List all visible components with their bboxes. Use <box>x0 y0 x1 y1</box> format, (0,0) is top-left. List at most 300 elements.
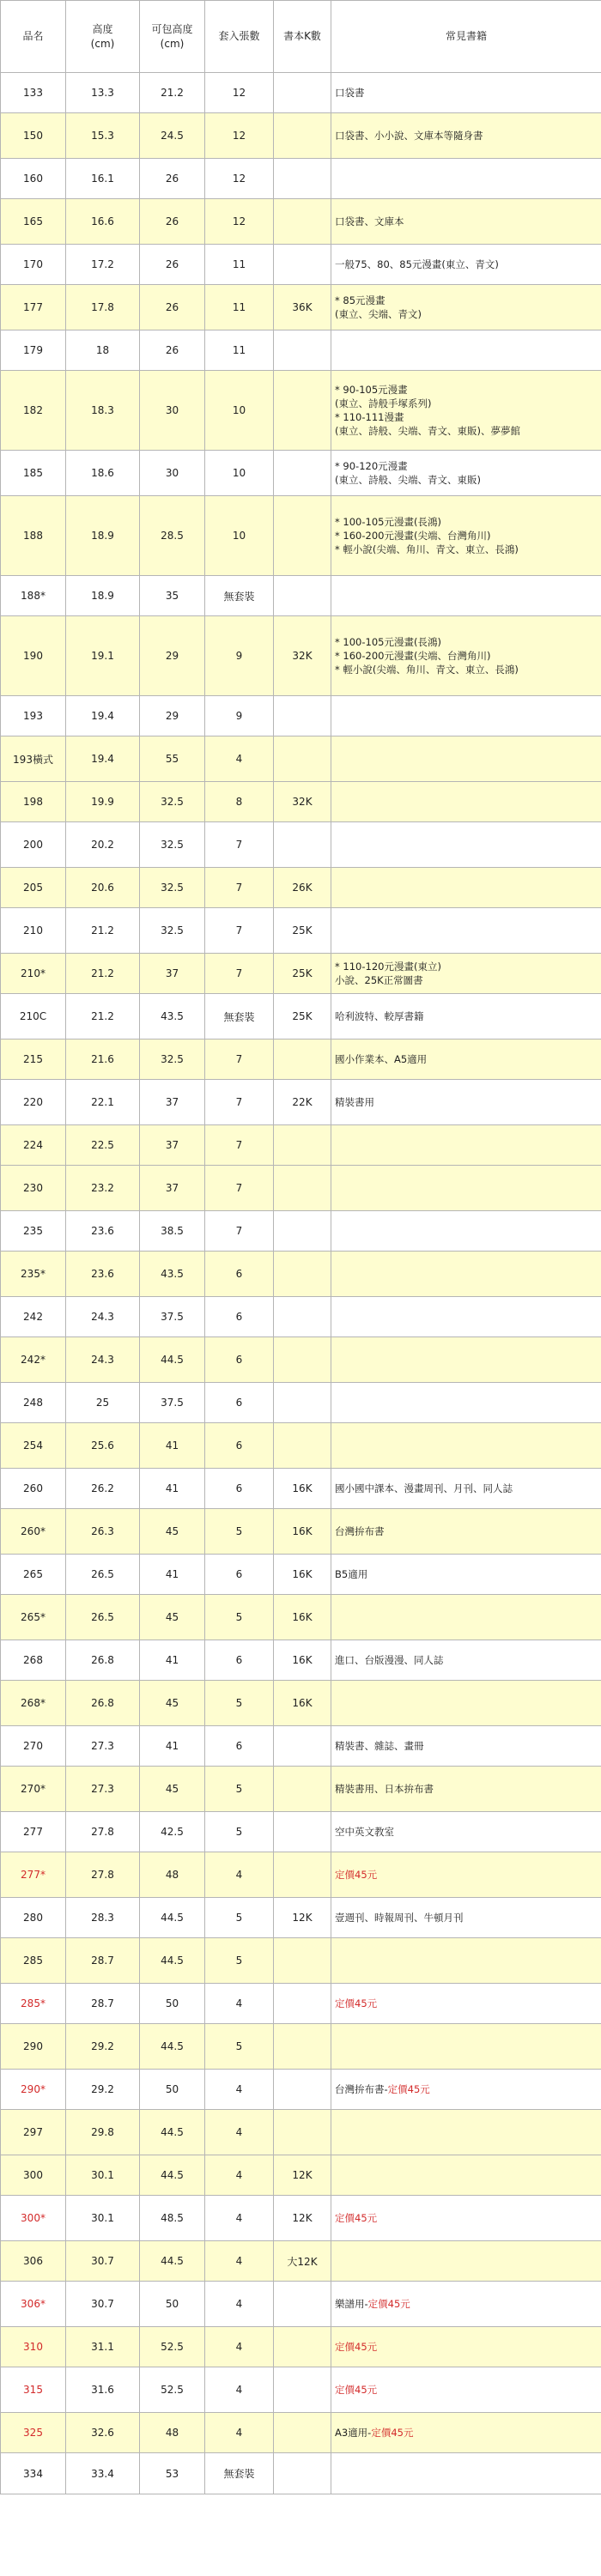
cell-height: 22.5 <box>66 1125 140 1166</box>
note-line: 空中英文教室 <box>335 1826 394 1838</box>
cell-name: 285 <box>1 1938 66 1984</box>
cell-common-books <box>331 696 601 736</box>
cell-common-books <box>331 1681 601 1726</box>
note-line: * 90-120元漫畫 <box>335 460 408 472</box>
cell-sheets: 7 <box>205 822 274 868</box>
cell-sheets: 6 <box>205 1640 274 1681</box>
table-row <box>1 908 601 954</box>
cell-common-books <box>331 1640 601 1681</box>
cell-sheets: 7 <box>205 1166 274 1211</box>
cell-height: 23.6 <box>66 1211 140 1252</box>
note-line: * 90-105元漫畫 <box>335 384 408 396</box>
cell-name: 254 <box>1 1423 66 1469</box>
cell-sheets: 12 <box>205 113 274 159</box>
cell-height: 30.1 <box>66 2196 140 2241</box>
table-row <box>1 1812 601 1852</box>
cell-sheets: 4 <box>205 2155 274 2196</box>
table-row <box>1 1423 601 1469</box>
table-row <box>1 782 601 822</box>
cell-sheets: 4 <box>205 2367 274 2413</box>
cell-height: 15.3 <box>66 113 140 159</box>
cell-sheets: 4 <box>205 1852 274 1898</box>
cell-common-books <box>331 2453 601 2494</box>
cell-height: 27.3 <box>66 1726 140 1767</box>
cell-common-books <box>331 1211 601 1252</box>
table-row <box>1 285 601 330</box>
note-line: 定價45元 <box>335 2341 378 2353</box>
table-row <box>1 2327 601 2367</box>
cell-common-books <box>331 1252 601 1297</box>
cell-common-books <box>331 2024 601 2070</box>
table-row <box>1 1726 601 1767</box>
note-line: (東立、尖端、青文) <box>335 308 422 320</box>
cell-common-books <box>331 113 601 159</box>
cell-height: 26.3 <box>66 1509 140 1555</box>
table-row <box>1 2110 601 2155</box>
cell-common-books <box>331 1125 601 1166</box>
note-line: * 100-105元漫畫(長鴻) <box>335 636 441 648</box>
cell-sheets: 12 <box>205 199 274 245</box>
cell-book-k: 16K <box>274 1555 331 1595</box>
cell-wrap-height: 44.5 <box>140 2110 205 2155</box>
cell-book-k <box>274 2453 331 2494</box>
table-body <box>1 73 601 2494</box>
cell-wrap-height: 44.5 <box>140 1938 205 1984</box>
cell-sheets: 12 <box>205 159 274 199</box>
table-row <box>1 1767 601 1812</box>
cell-wrap-height: 37 <box>140 954 205 994</box>
cell-wrap-height: 43.5 <box>140 1252 205 1297</box>
note-line: 定價45元 <box>335 1997 378 2009</box>
cell-common-books <box>331 2327 601 2367</box>
cell-height: 21.2 <box>66 908 140 954</box>
table-row <box>1 2070 601 2110</box>
note-line: 國小作業本、A5適用 <box>335 1053 428 1065</box>
table-row <box>1 245 601 285</box>
cell-common-books <box>331 1080 601 1125</box>
cell-name: 265* <box>1 1595 66 1640</box>
cell-name: 188* <box>1 576 66 616</box>
cell-book-k <box>274 2327 331 2367</box>
cell-name: 165 <box>1 199 66 245</box>
cell-book-k: 32K <box>274 616 331 696</box>
table-row <box>1 2155 601 2196</box>
cell-height: 18.6 <box>66 451 140 496</box>
cell-common-books <box>331 159 601 199</box>
cell-wrap-height: 44.5 <box>140 1337 205 1383</box>
cell-book-k <box>274 576 331 616</box>
cell-common-books <box>331 1812 601 1852</box>
cell-wrap-height: 52.5 <box>140 2327 205 2367</box>
cell-book-k: 16K <box>274 1509 331 1555</box>
cell-common-books <box>331 1852 601 1898</box>
table-row <box>1 1555 601 1595</box>
cell-book-k <box>274 1938 331 1984</box>
cell-sheets: 4 <box>205 1984 274 2024</box>
cell-book-k <box>274 2282 331 2327</box>
cell-common-books <box>331 616 601 696</box>
cell-common-books <box>331 2196 601 2241</box>
table-row <box>1 616 601 696</box>
note-line: * 100-105元漫畫(長鴻) <box>335 516 441 528</box>
note-line: 精裝書用 <box>335 1096 374 1108</box>
cell-wrap-height: 50 <box>140 2282 205 2327</box>
cell-sheets: 5 <box>205 1595 274 1640</box>
cell-common-books <box>331 1337 601 1383</box>
cell-common-books <box>331 576 601 616</box>
cell-wrap-height: 45 <box>140 1681 205 1726</box>
table-row <box>1 113 601 159</box>
cell-name: 310 <box>1 2327 66 2367</box>
cell-common-books <box>331 199 601 245</box>
cell-book-k <box>274 245 331 285</box>
cell-wrap-height: 48.5 <box>140 2196 205 2241</box>
cell-name: 277* <box>1 1852 66 1898</box>
cell-height: 26.8 <box>66 1640 140 1681</box>
cell-book-k <box>274 2367 331 2413</box>
cell-height: 23.2 <box>66 1166 140 1211</box>
table-row <box>1 1166 601 1211</box>
cell-sheets: 8 <box>205 782 274 822</box>
cell-book-k <box>274 113 331 159</box>
cell-book-k <box>274 496 331 576</box>
cell-name: 306* <box>1 2282 66 2327</box>
cell-common-books <box>331 782 601 822</box>
table-row <box>1 73 601 113</box>
cell-wrap-height: 35 <box>140 576 205 616</box>
cell-wrap-height: 53 <box>140 2453 205 2494</box>
note-line: * 160-200元漫畫(尖端、台灣角川) <box>335 650 491 662</box>
cell-name: 268* <box>1 1681 66 1726</box>
note-line: 一般75、80、85元漫畫(東立、青文) <box>335 258 499 270</box>
cell-sheets: 4 <box>205 736 274 782</box>
note-line: * 110-111漫畫 <box>335 411 404 423</box>
cell-book-k <box>274 1852 331 1898</box>
cell-book-k: 12K <box>274 2155 331 2196</box>
cell-book-k: 16K <box>274 1640 331 1681</box>
cell-sheets: 10 <box>205 451 274 496</box>
cell-sheets: 11 <box>205 330 274 371</box>
cell-wrap-height: 37.5 <box>140 1297 205 1337</box>
cell-height: 25.6 <box>66 1423 140 1469</box>
cell-name: 150 <box>1 113 66 159</box>
cell-name: 220 <box>1 1080 66 1125</box>
cell-common-books <box>331 1423 601 1469</box>
cell-wrap-height: 37 <box>140 1166 205 1211</box>
cell-name: 182 <box>1 371 66 451</box>
cell-wrap-height: 32.5 <box>140 868 205 908</box>
cell-height: 28.3 <box>66 1898 140 1938</box>
cell-common-books <box>331 908 601 954</box>
cell-book-k <box>274 2070 331 2110</box>
cell-wrap-height: 55 <box>140 736 205 782</box>
cell-common-books <box>331 1938 601 1984</box>
cell-height: 26.8 <box>66 1681 140 1726</box>
cell-wrap-height: 32.5 <box>140 1039 205 1080</box>
cell-sheets: 6 <box>205 1252 274 1297</box>
cell-book-k <box>274 736 331 782</box>
cell-height: 16.6 <box>66 199 140 245</box>
cell-sheets: 4 <box>205 2196 274 2241</box>
header-sheets: 套入張數 <box>205 1 274 73</box>
note-line: (東立、詩般、尖端、青文、東販)、夢夢館 <box>335 425 520 437</box>
table-row <box>1 1252 601 1297</box>
cell-name: 290 <box>1 2024 66 2070</box>
cell-wrap-height: 32.5 <box>140 782 205 822</box>
cell-wrap-height: 38.5 <box>140 1211 205 1252</box>
note-line: * 輕小說(尖端、角川、青文、東立、長鴻) <box>335 543 519 555</box>
cell-wrap-height: 26 <box>140 330 205 371</box>
cell-height: 29.8 <box>66 2110 140 2155</box>
cell-name: 306 <box>1 2241 66 2282</box>
cell-name: 242 <box>1 1297 66 1337</box>
table-row <box>1 1469 601 1509</box>
cell-name: 242* <box>1 1337 66 1383</box>
cell-common-books <box>331 1297 601 1337</box>
note-line: 哈利波特、較厚書籍 <box>335 1010 424 1022</box>
cell-height: 27.8 <box>66 1812 140 1852</box>
table-row <box>1 994 601 1039</box>
cell-wrap-height: 29 <box>140 696 205 736</box>
table-row <box>1 2413 601 2453</box>
cell-book-k <box>274 1297 331 1337</box>
table-row <box>1 330 601 371</box>
cell-common-books <box>331 285 601 330</box>
cell-common-books <box>331 1726 601 1767</box>
cell-wrap-height: 28.5 <box>140 496 205 576</box>
cell-height: 26.2 <box>66 1469 140 1509</box>
cell-wrap-height: 48 <box>140 2413 205 2453</box>
note-line: 進口、台版漫漫、同人誌 <box>335 1654 444 1666</box>
cell-sheets: 4 <box>205 2110 274 2155</box>
note-line: 精裝書、雜誌、畫冊 <box>335 1740 424 1752</box>
cell-name: 179 <box>1 330 66 371</box>
table-row <box>1 2241 601 2282</box>
cell-common-books <box>331 2282 601 2327</box>
cell-book-k <box>274 1383 331 1423</box>
note-line: * 85元漫畫 <box>335 294 385 306</box>
cell-name: 224 <box>1 1125 66 1166</box>
cell-name: 334 <box>1 2453 66 2494</box>
cell-book-k <box>274 1767 331 1812</box>
cell-name: 290* <box>1 2070 66 2110</box>
note-line: * 110-120元漫畫(東立) <box>335 961 441 973</box>
header-wrap-height: 可包高度 (cm) <box>140 1 205 73</box>
table-row <box>1 1681 601 1726</box>
cell-wrap-height: 42.5 <box>140 1812 205 1852</box>
cell-wrap-height: 41 <box>140 1423 205 1469</box>
note-line: 樂譜用-定價45元 <box>335 2298 410 2310</box>
note-line: 台灣拚布書-定價45元 <box>335 2083 430 2095</box>
cell-common-books <box>331 496 601 576</box>
note-line: 定價45元 <box>335 1869 378 1881</box>
note-line: 國小國中課本、漫畫周刊、月刊、同人誌 <box>335 1482 513 1494</box>
cell-sheets: 無套裝 <box>205 994 274 1039</box>
table-row <box>1 736 601 782</box>
cell-sheets: 5 <box>205 1681 274 1726</box>
cell-height: 23.6 <box>66 1252 140 1297</box>
cell-common-books <box>331 451 601 496</box>
note-line: * 輕小說(尖端、角川、青文、東立、長鴻) <box>335 664 519 676</box>
cell-book-k <box>274 2413 331 2453</box>
table-row <box>1 1383 601 1423</box>
cell-book-k <box>274 2024 331 2070</box>
cell-wrap-height: 24.5 <box>140 113 205 159</box>
cell-height: 18.3 <box>66 371 140 451</box>
cell-book-k <box>274 1039 331 1080</box>
cell-sheets: 6 <box>205 1423 274 1469</box>
note-line: 口袋書、小小說、文庫本等隨身書 <box>335 130 483 142</box>
cell-common-books <box>331 994 601 1039</box>
cell-wrap-height: 32.5 <box>140 822 205 868</box>
table-row <box>1 822 601 868</box>
header-book-k: 書本K數 <box>274 1 331 73</box>
table-row <box>1 1852 601 1898</box>
cell-sheets: 7 <box>205 1211 274 1252</box>
cell-sheets: 無套裝 <box>205 2453 274 2494</box>
cell-wrap-height: 45 <box>140 1595 205 1640</box>
cell-wrap-height: 32.5 <box>140 908 205 954</box>
cell-book-k <box>274 2110 331 2155</box>
cell-height: 18.9 <box>66 496 140 576</box>
cell-name: 215 <box>1 1039 66 1080</box>
table-row <box>1 1509 601 1555</box>
cell-sheets: 4 <box>205 2413 274 2453</box>
cell-name: 190 <box>1 616 66 696</box>
table-row <box>1 2196 601 2241</box>
cell-name: 297 <box>1 2110 66 2155</box>
cell-sheets: 6 <box>205 1337 274 1383</box>
cell-height: 28.7 <box>66 1938 140 1984</box>
cell-book-k <box>274 1726 331 1767</box>
cell-name: 205 <box>1 868 66 908</box>
cell-book-k: 12K <box>274 1898 331 1938</box>
cell-sheets: 5 <box>205 1767 274 1812</box>
cell-sheets: 4 <box>205 2282 274 2327</box>
cell-sheets: 12 <box>205 73 274 113</box>
cell-sheets: 4 <box>205 2327 274 2367</box>
note-line: 口袋書、文庫本 <box>335 215 404 227</box>
note-line: 口袋書 <box>335 87 365 99</box>
header-name: 品名 <box>1 1 66 73</box>
cell-sheets: 4 <box>205 2241 274 2282</box>
cell-height: 21.2 <box>66 954 140 994</box>
cell-name: 300* <box>1 2196 66 2241</box>
cell-wrap-height: 45 <box>140 1767 205 1812</box>
cell-common-books <box>331 371 601 451</box>
cell-common-books <box>331 1383 601 1423</box>
cell-book-k <box>274 1812 331 1852</box>
cell-height: 21.2 <box>66 994 140 1039</box>
cell-sheets: 6 <box>205 1383 274 1423</box>
cell-wrap-height: 37 <box>140 1080 205 1125</box>
cell-wrap-height: 41 <box>140 1555 205 1595</box>
cell-book-k: 16K <box>274 1681 331 1726</box>
cell-book-k: 25K <box>274 954 331 994</box>
cell-common-books <box>331 1166 601 1211</box>
cell-book-k <box>274 1423 331 1469</box>
cell-book-k <box>274 1337 331 1383</box>
cell-height: 18 <box>66 330 140 371</box>
cell-book-k <box>274 1984 331 2024</box>
table-row <box>1 576 601 616</box>
note-line: 精裝書用、日本拚布書 <box>335 1783 434 1795</box>
cell-wrap-height: 30 <box>140 371 205 451</box>
table-row <box>1 1898 601 1938</box>
cell-common-books <box>331 1767 601 1812</box>
cell-height: 33.4 <box>66 2453 140 2494</box>
table-row <box>1 1640 601 1681</box>
cell-book-k <box>274 451 331 496</box>
cell-sheets: 9 <box>205 616 274 696</box>
cell-height: 30.7 <box>66 2241 140 2282</box>
table-row <box>1 2282 601 2327</box>
cell-wrap-height: 41 <box>140 1469 205 1509</box>
cell-book-k <box>274 822 331 868</box>
cell-sheets: 6 <box>205 1726 274 1767</box>
table-row <box>1 1595 601 1640</box>
cell-height: 13.3 <box>66 73 140 113</box>
cell-wrap-height: 26 <box>140 159 205 199</box>
cell-name: 280 <box>1 1898 66 1938</box>
cell-wrap-height: 43.5 <box>140 994 205 1039</box>
cell-wrap-height: 52.5 <box>140 2367 205 2413</box>
cell-height: 18.9 <box>66 576 140 616</box>
cell-height: 31.1 <box>66 2327 140 2367</box>
cell-common-books <box>331 330 601 371</box>
table-row <box>1 1039 601 1080</box>
cell-height: 26.5 <box>66 1595 140 1640</box>
cell-height: 27.3 <box>66 1767 140 1812</box>
cell-common-books <box>331 1595 601 1640</box>
cell-wrap-height: 37.5 <box>140 1383 205 1423</box>
cell-name: 210C <box>1 994 66 1039</box>
cell-height: 21.6 <box>66 1039 140 1080</box>
cell-name: 325 <box>1 2413 66 2453</box>
cell-book-k: 36K <box>274 285 331 330</box>
cell-sheets: 10 <box>205 371 274 451</box>
cell-height: 16.1 <box>66 159 140 199</box>
cell-common-books <box>331 736 601 782</box>
cell-sheets: 10 <box>205 496 274 576</box>
cell-height: 19.9 <box>66 782 140 822</box>
cell-wrap-height: 41 <box>140 1640 205 1681</box>
cell-height: 17.2 <box>66 245 140 285</box>
cell-height: 28.7 <box>66 1984 140 2024</box>
cell-common-books <box>331 245 601 285</box>
cell-name: 300 <box>1 2155 66 2196</box>
cell-name: 193橫式 <box>1 736 66 782</box>
table-row <box>1 1211 601 1252</box>
cell-book-k: 32K <box>274 782 331 822</box>
cell-name: 198 <box>1 782 66 822</box>
cell-name: 235 <box>1 1211 66 1252</box>
cell-sheets: 7 <box>205 868 274 908</box>
note-line: 台灣拚布書 <box>335 1525 385 1537</box>
cell-common-books <box>331 2241 601 2282</box>
cell-height: 25 <box>66 1383 140 1423</box>
cell-book-k: 大12K <box>274 2241 331 2282</box>
cell-sheets: 7 <box>205 1080 274 1125</box>
cell-book-k <box>274 159 331 199</box>
cell-wrap-height: 29 <box>140 616 205 696</box>
cell-sheets: 11 <box>205 285 274 330</box>
header-height: 高度 (cm) <box>66 1 140 73</box>
cell-sheets: 5 <box>205 1812 274 1852</box>
cell-name: 230 <box>1 1166 66 1211</box>
cell-height: 24.3 <box>66 1337 140 1383</box>
cell-common-books <box>331 2413 601 2453</box>
